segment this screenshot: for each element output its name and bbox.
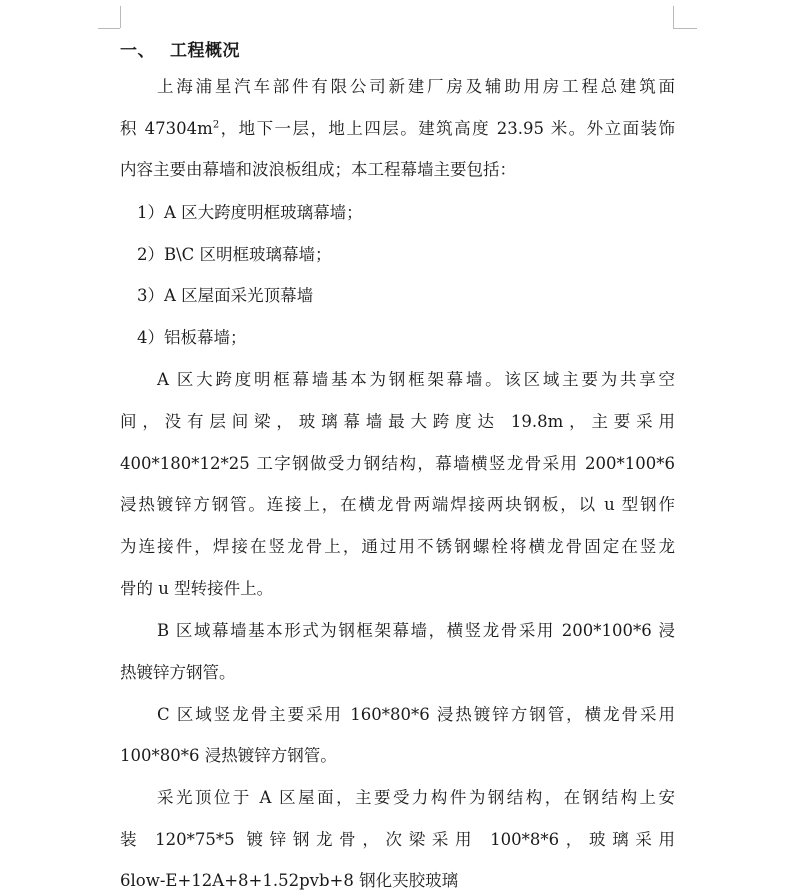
paragraph-line: 内容主要由幕墙和波浪板组成；本工程幕墙主要包括： bbox=[120, 160, 516, 179]
list-item: 3）A 区屋面采光顶幕墙 bbox=[137, 286, 314, 305]
paragraph-line: 6low-E+12A+8+1.52pvb+8 钢化夹胶玻璃 bbox=[120, 871, 459, 890]
paragraph-line: 热镀锌方钢管。 bbox=[120, 663, 236, 682]
paragraph-line: 间，没有层间梁，玻璃幕墙最大跨度达 19.8m，主要采用 bbox=[120, 412, 675, 431]
paragraph-line: 积 $47304m^2$，地下一层，地上四层。建筑高度 23.95 米。外立面装饰 bbox=[120, 119, 675, 138]
paragraph-line: 采光顶位于 A 区屋面，主要受力构件为钢结构，在钢结构上安 bbox=[157, 788, 675, 807]
list-item: 2）B\C 区明框玻璃幕墙； bbox=[137, 245, 332, 264]
paragraph-line: B 区域幕墙基本形式为钢框架幕墙，横竖龙骨采用 200*100*6 浸 bbox=[157, 621, 675, 640]
margin-marker-top-left bbox=[120, 6, 121, 28]
paragraph-line: 400*180*12*25 工字钢做受力钢结构，幕墙横竖龙骨采用 200*100*6 bbox=[120, 454, 675, 473]
paragraph-line: 浸热镀锌方钢管。连接上，在横龙骨两端焊接两块钢板，以 u 型钢作 bbox=[120, 495, 675, 514]
paragraph-line: 100*80*6 浸热镀锌方钢管。 bbox=[120, 746, 337, 765]
section-heading bbox=[120, 36, 240, 61]
paragraph-line: A 区大跨度明框幕墙基本为钢框架幕墙。该区域主要为共享空 bbox=[157, 370, 675, 389]
margin-marker-top-right bbox=[673, 6, 674, 28]
paragraph-line: 为连接件，焊接在竖龙骨上，通过用不锈钢螺栓将横龙骨固定在竖龙 bbox=[120, 537, 675, 556]
paragraph-line: 装 120*75*5 镀锌钢龙骨，次梁采用 100*8*6，玻璃采用 bbox=[120, 830, 675, 849]
paragraph-line: 上海浦星汽车部件有限公司新建厂房及辅助用房工程总建筑面 bbox=[157, 77, 675, 96]
section-number: 一、 bbox=[120, 41, 155, 61]
paragraph-line: C 区域竖龙骨主要采用 160*80*6 浸热镀锌方钢管，横龙骨采用 bbox=[157, 705, 675, 724]
list-item: 1）A 区大跨度明框玻璃幕墙； bbox=[137, 203, 363, 222]
superscript: 2 bbox=[212, 119, 220, 131]
paragraph-line: 骨的 u 型转接件上。 bbox=[120, 579, 274, 598]
section-title: 工程概况 bbox=[170, 41, 240, 61]
margin-marker-top-right bbox=[673, 28, 697, 29]
margin-marker-top-left bbox=[98, 28, 120, 29]
list-item: 4）铝板幕墙； bbox=[137, 328, 247, 347]
